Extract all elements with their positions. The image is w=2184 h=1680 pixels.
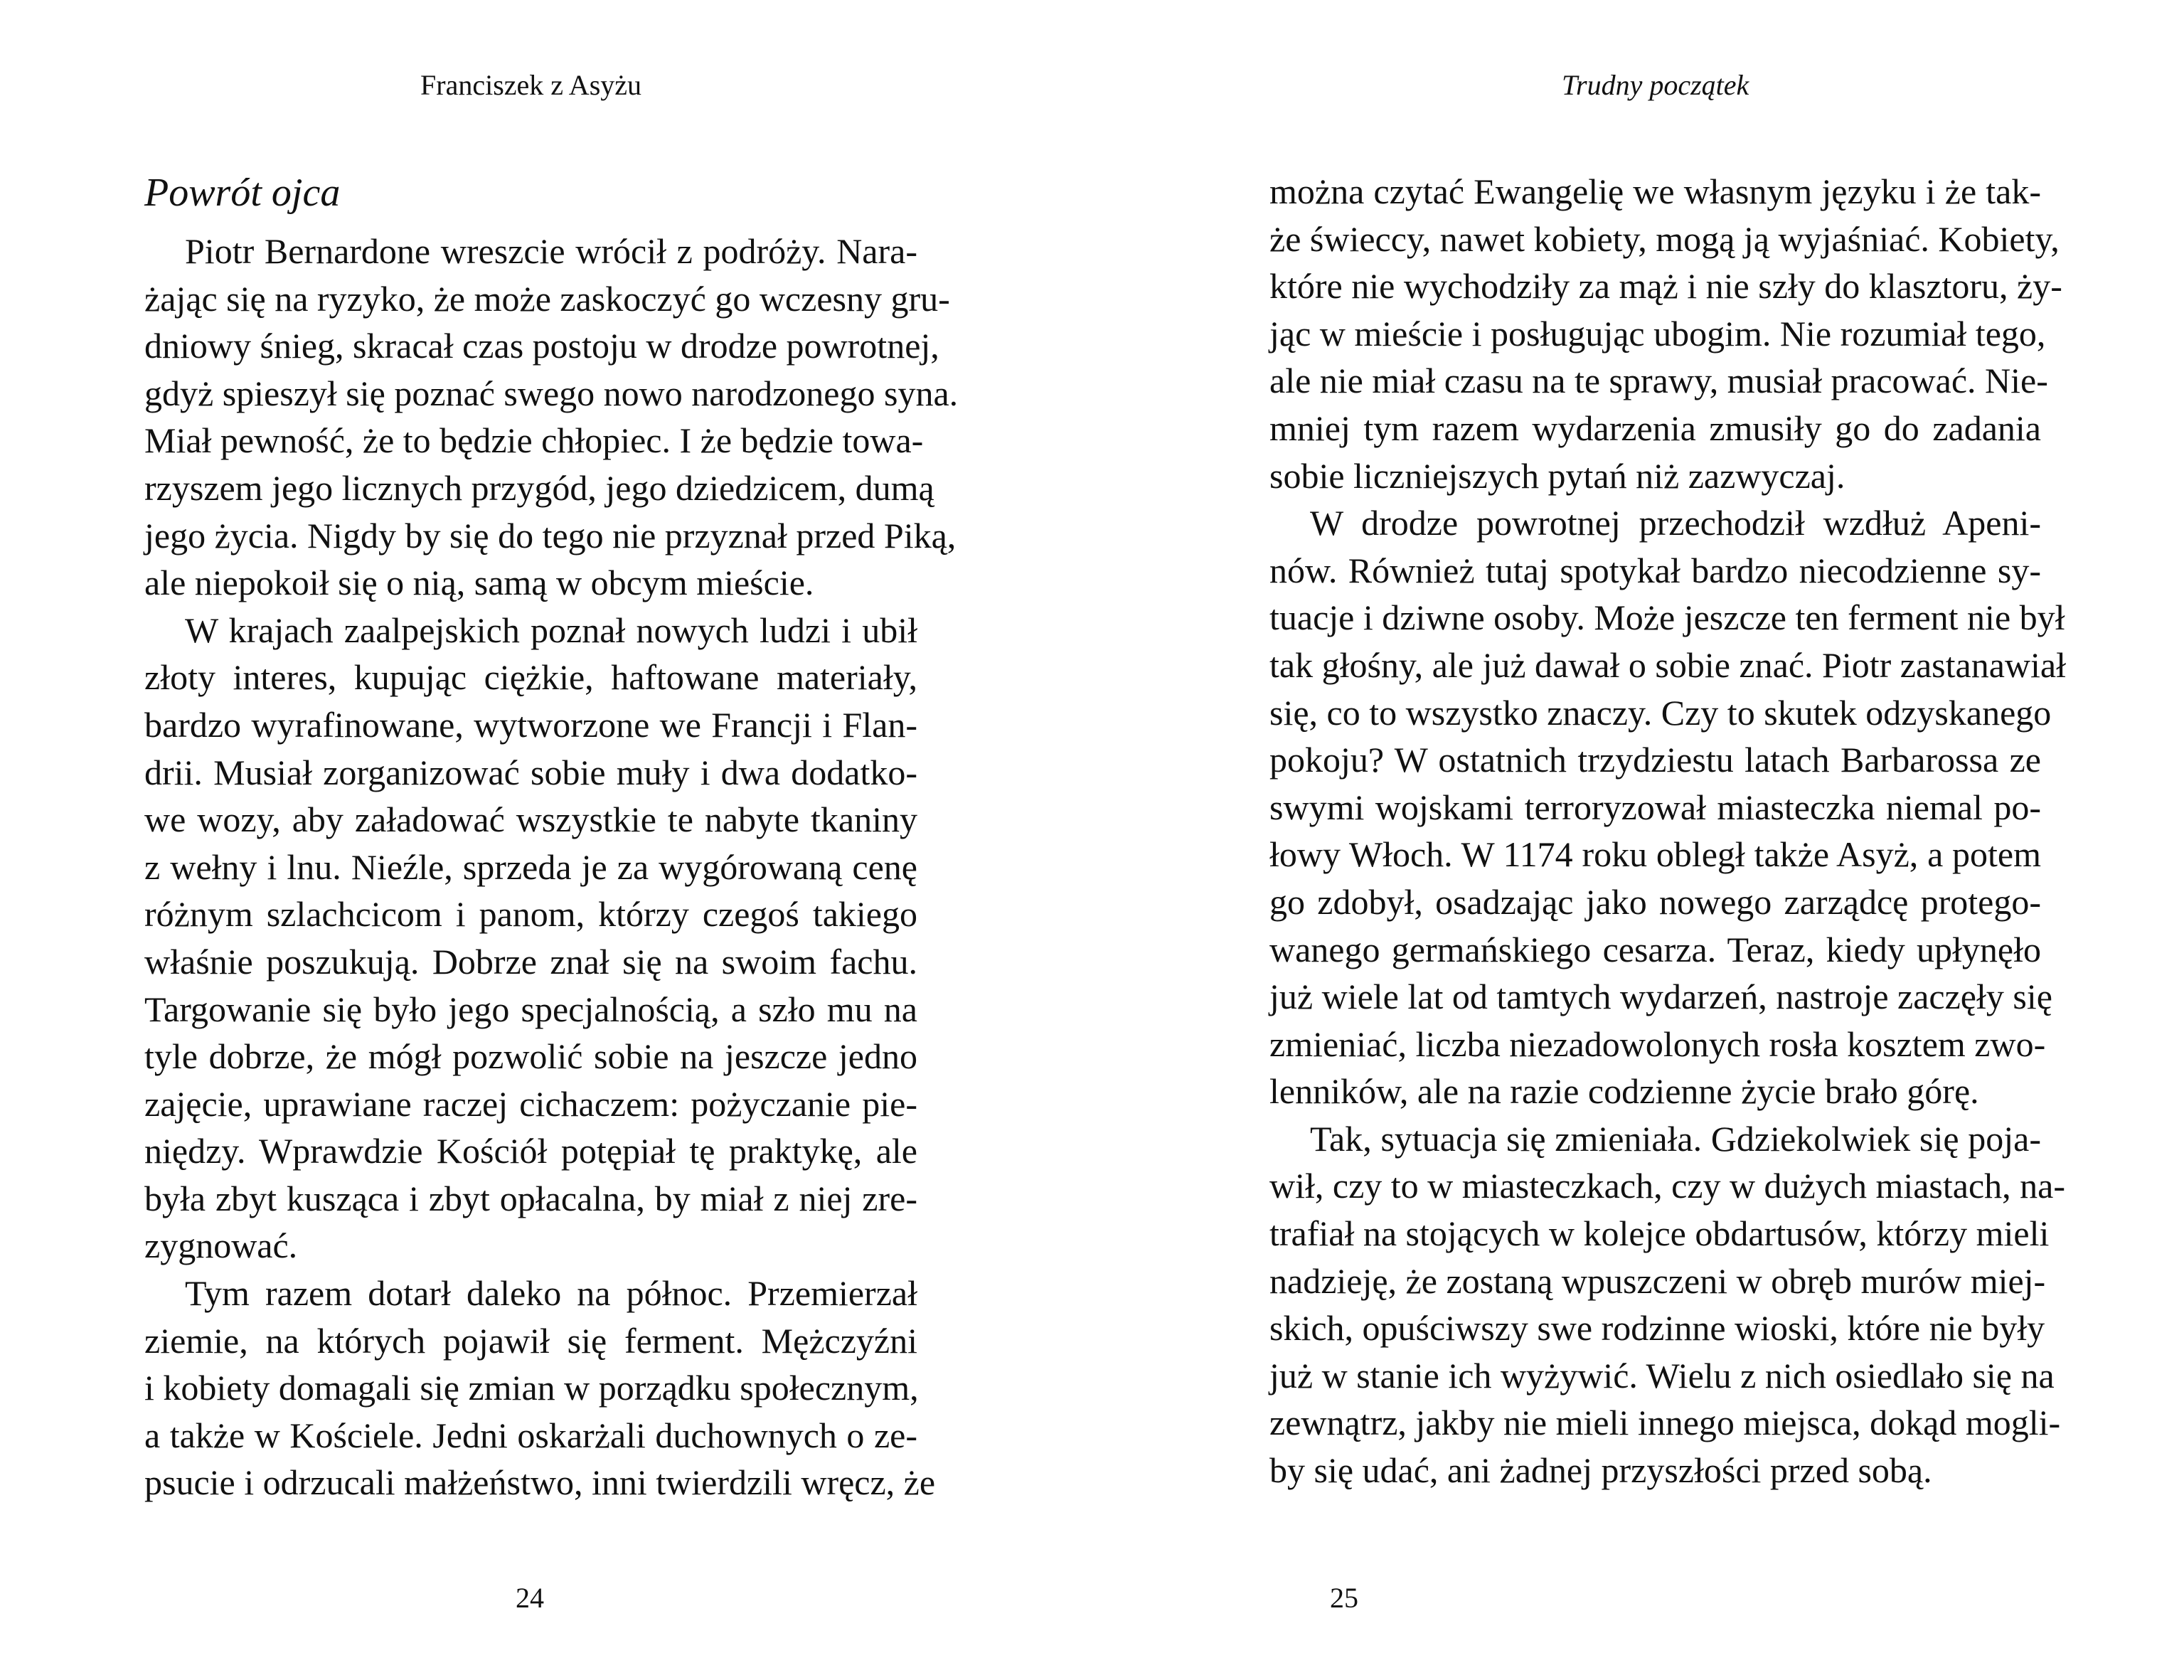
text-line: rzyszem jego licznych przygód, jego dziedzicem, dumą [144, 467, 934, 508]
running-head-book-title: Franciszek z Asyżu [420, 69, 642, 101]
text-line: mniej tym razem wydarzenia zmusiły go do zadania [1269, 408, 2041, 448]
text-line: Miał pewność, że to będzie chłopiec. I że będzie towa- [144, 420, 924, 461]
page-number-right: 25 [1330, 1582, 1358, 1614]
left-page-body [144, 228, 959, 1506]
right-page [1092, 0, 2184, 1680]
text-line: żając się na ryzyko, że może zaskoczyć go wczesny gru- [144, 278, 950, 319]
text-line: już w stanie ich wyżywić. Wielu z nich osiedlało się na [1269, 1355, 2055, 1395]
text-line: we wozy, aby załadować wszystkie te nabyte tkaniny [144, 799, 917, 840]
text-line: które nie wychodziły za mąż i nie szły do klasztoru, ży- [1269, 266, 2062, 307]
text-line: go zdobył, osadzając jako nowego zarządcę protego- [1269, 881, 2041, 922]
text-line: wił, czy to w miasteczkach, czy w dużych miastach, na- [1269, 1166, 2065, 1206]
text-line: W drodze powrotnej przechodził wzdłuż Apeni- [1310, 503, 2041, 543]
text-line: a także w Kościele. Jedni oskarżali duchownych o ze- [144, 1415, 917, 1455]
text-line: ziemie, na których pojawił się ferment. Mężczyźni [144, 1320, 917, 1361]
text-line: psucie i odrzucali małżeństwo, inni twierdzili wręcz, że [144, 1462, 936, 1503]
text-line: jąc w mieście i posługując ubogim. Nie rozumiał tego, [1269, 313, 2046, 353]
text-line: się, co to wszystko znaczy. Czy to skutek odzyskanego [1269, 692, 2052, 733]
page-number-left: 24 [516, 1582, 544, 1614]
right-page-body [1269, 168, 2066, 1494]
text-line: pokoju? W ostatnich trzydziestu latach Barbarossa ze [1269, 740, 2041, 780]
text-line: Tak, sytuacja się zmieniała. Gdziekolwiek się poja- [1310, 1118, 2041, 1159]
text-line: skich, opuściwszy swe rodzinne wioski, które nie były [1269, 1308, 2045, 1349]
text-line: zygnować. [144, 1226, 298, 1266]
text-line: Targowanie się było jego specjalnością, a szło mu na [144, 989, 917, 1029]
text-line: tak głośny, ale już dawał o sobie znać. Piotr zastanawiał [1269, 644, 2066, 685]
running-head-chapter-title: Trudny początek [1562, 69, 1749, 101]
text-line: że świeccy, nawet kobiety, mogą ją wyjaśniać. Kobiety, [1269, 218, 2060, 259]
text-line: była zbyt kusząca i zbyt opłacalna, by miał z niej zre- [144, 1178, 917, 1218]
text-line: złoty interes, kupując ciężkie, haftowane materiały, [144, 657, 917, 698]
text-line: łowy Włoch. W 1174 roku obległ także Asyż, a potem [1269, 834, 2041, 875]
text-line: nów. Również tutaj spotykał bardzo niecodzienne sy- [1269, 550, 2041, 590]
text-line: wanego germańskiego cesarza. Teraz, kiedy upłynęło [1269, 929, 2041, 969]
text-line: i kobiety domagali się zmian w porządku społecznym, [144, 1368, 919, 1408]
text-line: ale niepokoił się o nią, samą w obcym mieście. [144, 563, 814, 603]
text-line: już wiele lat od tamtych wydarzeń, nastroje zaczęły się [1269, 977, 2052, 1017]
text-line: tyle dobrze, że mógł pozwolić sobie na jeszcze jedno [144, 1036, 917, 1077]
text-line: tuacje i dziwne osoby. Może jeszcze ten ferment nie był [1269, 597, 2065, 638]
text-line: trafiał na stojących w kolejce obdartusów, którzy mieli [1269, 1213, 2050, 1254]
text-line: nadzieję, że zostaną wpuszczeni w obręb murów miej- [1269, 1260, 2046, 1301]
text-line: niędzy. Wprawdzie Kościół potępiał tę praktykę, ale [144, 1131, 917, 1171]
text-line: dniowy śnieg, skracał czas postoju w drodze powrotnej, [144, 326, 939, 366]
text-line: różnym szlachcicom i panom, którzy czegoś takiego [144, 894, 917, 935]
text-line: Piotr Bernardone wreszcie wrócił z podróży. Nara- [185, 231, 917, 271]
text-line: zmieniać, liczba niezadowolonych rosła kosztem zwo- [1269, 1024, 2046, 1064]
text-line: jego życia. Nigdy by się do tego nie przyznał przed Piką, [144, 515, 957, 555]
text-line: sobie liczniejszych pytań niż zazwyczaj. [1269, 455, 1845, 496]
text-line: W krajach zaalpejskich poznał nowych ludzi i ubił [185, 610, 917, 650]
text-line: gdyż spieszył się poznać swego nowo narodzonego syna. [144, 373, 959, 413]
text-line: zewnątrz, jakby nie mieli innego miejsca, dokąd mogli- [1269, 1403, 2061, 1443]
text-line: bardzo wyrafinowane, wytworzone we Francji i Flan- [144, 704, 917, 745]
text-line: można czytać Ewangelię we własnym języku i że tak- [1269, 171, 2041, 211]
text-line: drii. Musiał zorganizować sobie muły i dwa dodatko- [144, 752, 917, 792]
text-line: swymi wojskami terroryzował miasteczka niemal po- [1269, 787, 2041, 827]
section-heading: Powrót ojca [144, 171, 341, 215]
text-line: by się udać, ani żadnej przyszłości przed sobą. [1269, 1450, 1932, 1491]
text-line: Tym razem dotarł daleko na północ. Przemierzał [185, 1273, 917, 1314]
text-line: zajęcie, uprawiane raczej cichaczem: pożyczanie pie- [144, 1083, 917, 1124]
text-line: lenników, ale na razie codzienne życie brało górę. [1269, 1071, 1979, 1112]
text-line: właśnie poszukują. Dobrze znał się na swoim fachu. [144, 941, 917, 982]
text-line: ale nie miał czasu na te sprawy, musiał pracować. Nie- [1269, 361, 2048, 401]
text-line: z wełny i lnu. Nieźle, sprzeda je za wygórowaną cenę [144, 846, 917, 887]
